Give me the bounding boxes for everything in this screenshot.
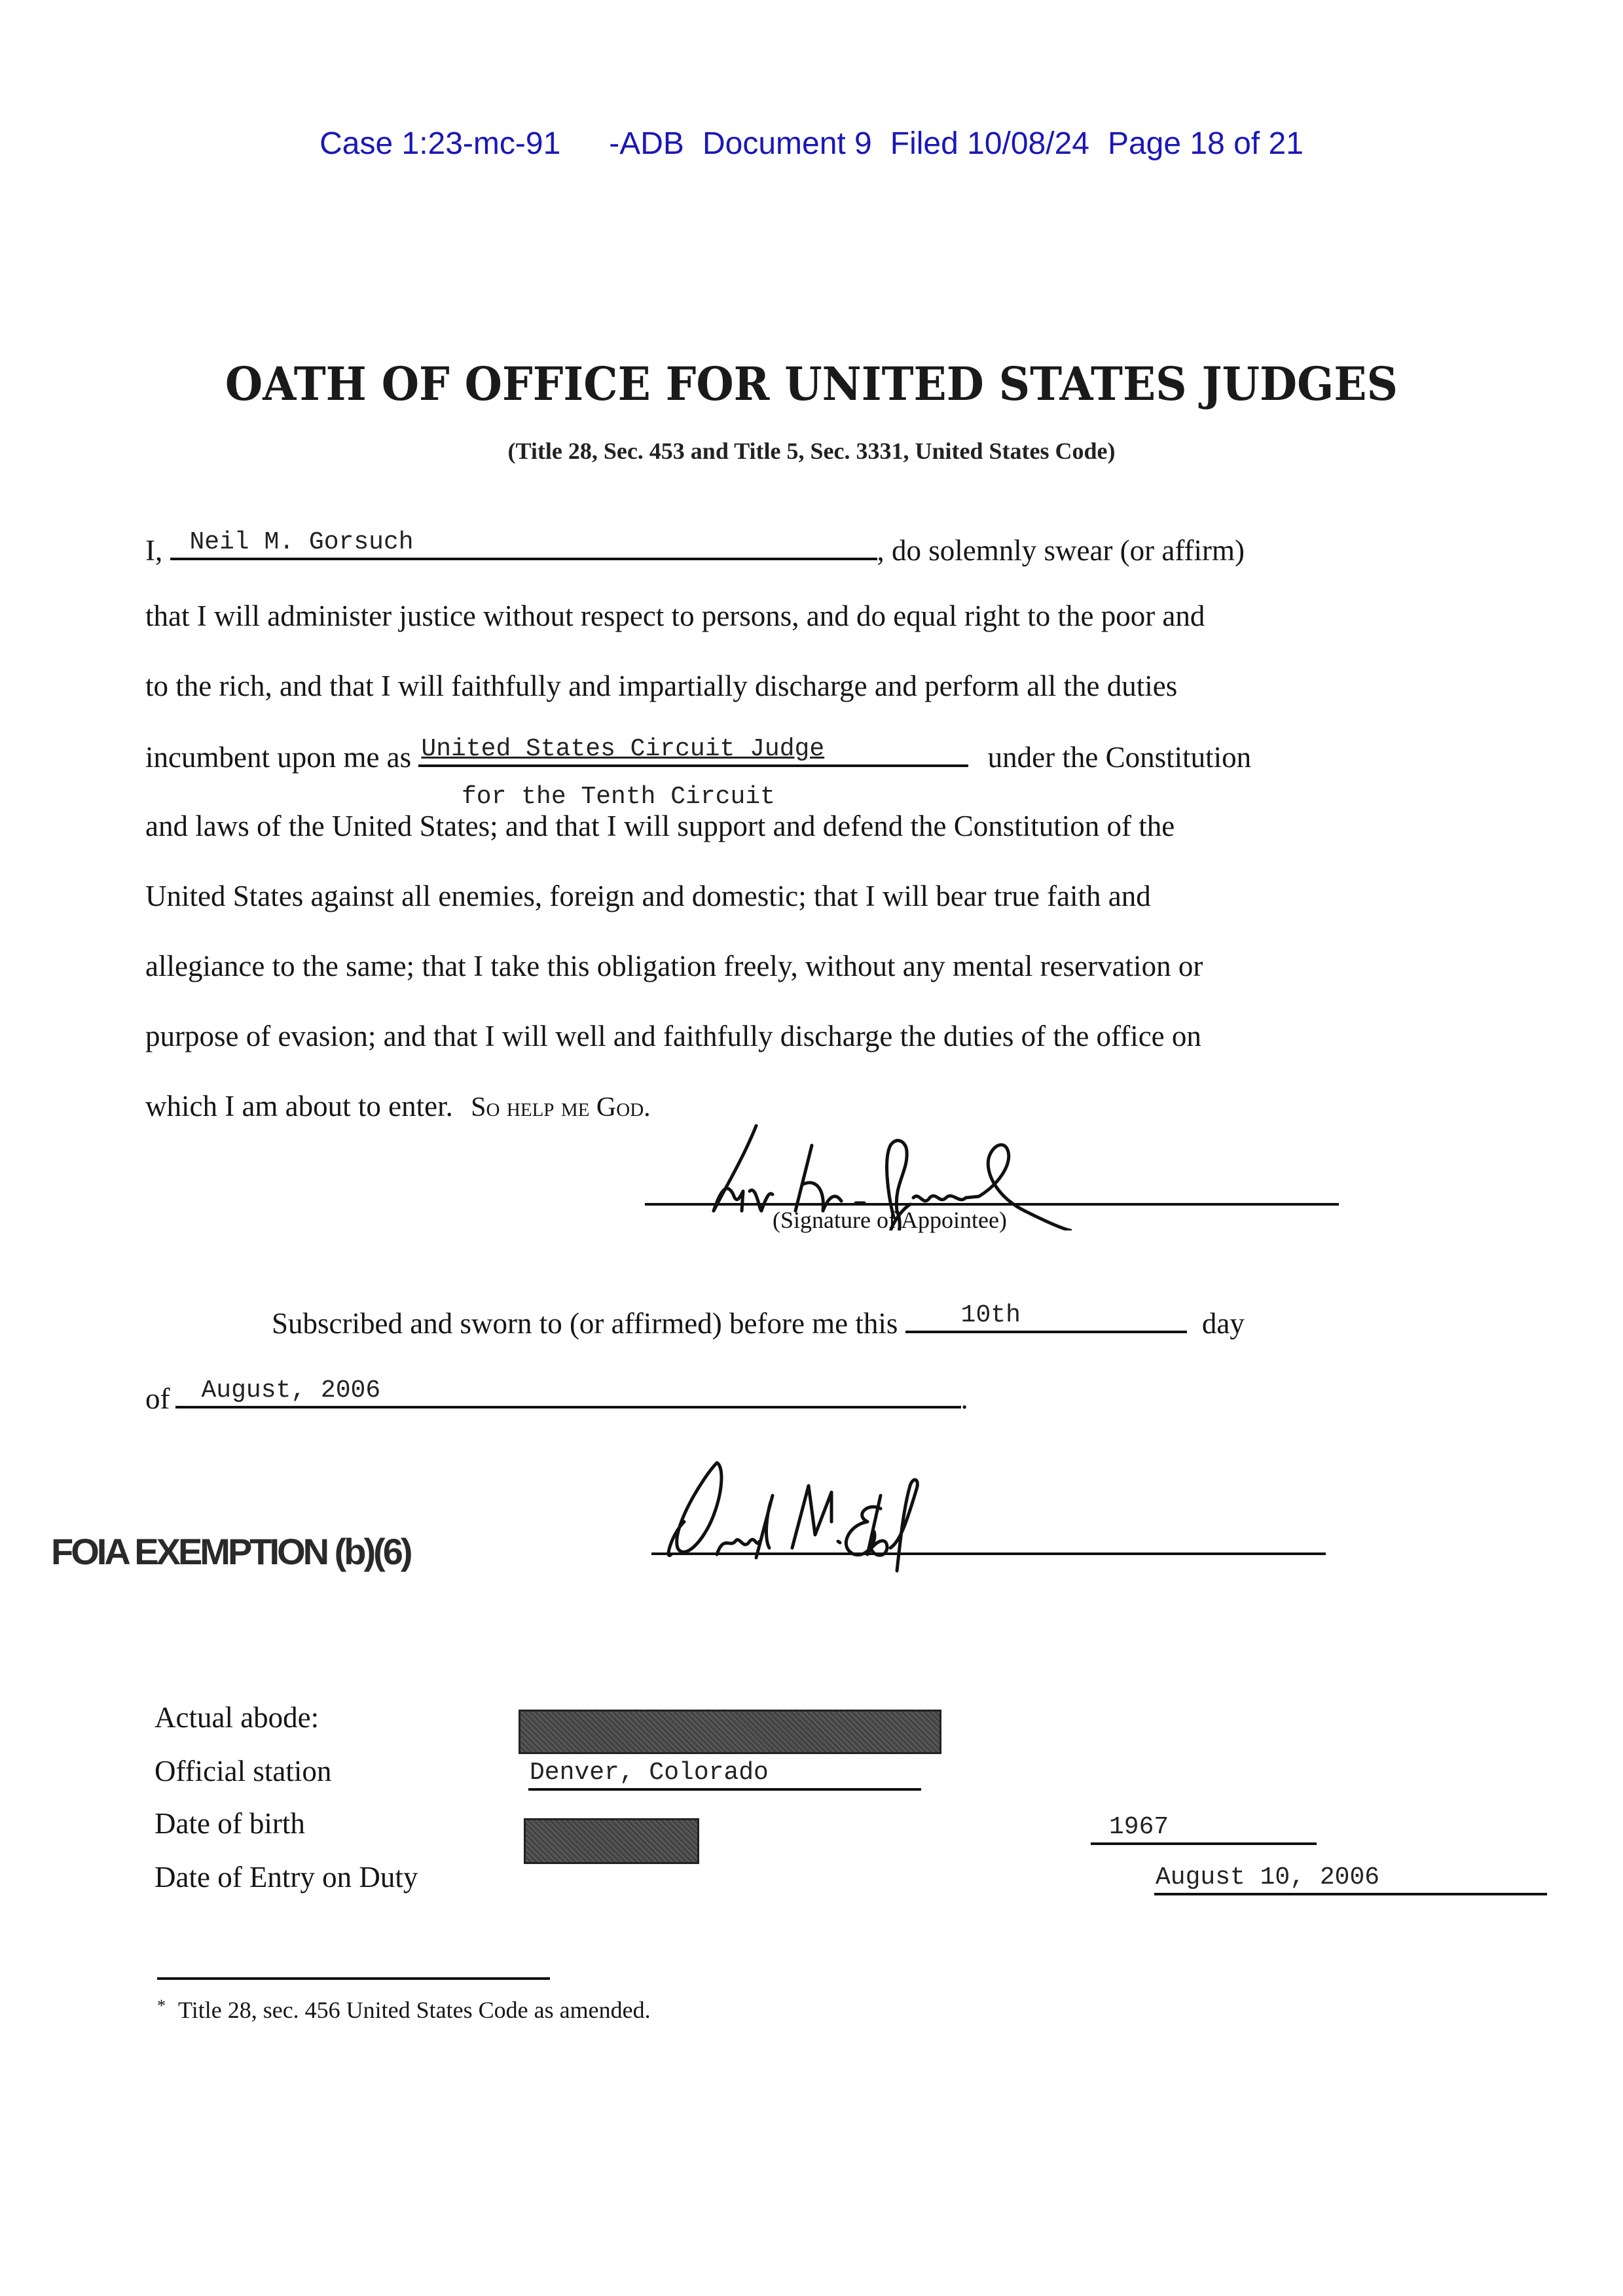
attestation-line-1 xyxy=(272,1301,1463,1340)
oath-line-4 xyxy=(145,735,1337,774)
oath-line-2: that I will administer justice without respect to persons, and do equal right to the poor and xyxy=(145,600,1205,632)
oath-line-9-text: which I am about to enter. xyxy=(145,1090,453,1122)
oath-line-4-prefix: incumbent upon me as xyxy=(145,741,412,774)
administering-signature-graphic xyxy=(651,1450,1326,1581)
appointee-name-value: Neil M. Gorsuch xyxy=(189,528,414,556)
attestation-prefix: Subscribed and sworn to (or affirmed) before me this xyxy=(272,1307,898,1340)
judge-code: -ADB xyxy=(609,126,684,161)
date-of-birth-year-value: 1967 xyxy=(1109,1813,1169,1841)
form-title: OATH OF OFFICE FOR UNITED STATES JUDGES xyxy=(225,357,1398,411)
office-title-continuation: for the Tenth Circuit xyxy=(462,783,775,811)
footnote-text: Title 28, sec. 456 United States Code as amended. xyxy=(178,1997,651,2023)
official-station-field[interactable] xyxy=(528,1759,921,1791)
detail-label-official-station: Official station xyxy=(155,1755,332,1787)
oath-line-3: to the rich, and that I will faithfully and impartially discharge and perform all the duties xyxy=(145,670,1178,702)
oath-line-6: United States against all enemies, foreign and domestic; that I will bear true faith and xyxy=(145,880,1151,912)
signature-caption: (Signature of Appointee) xyxy=(773,1207,1007,1233)
attestation-day-field[interactable] xyxy=(905,1301,1187,1333)
footnote xyxy=(157,1996,651,2024)
attestation-of: of xyxy=(145,1382,170,1415)
attestation-end: . xyxy=(960,1382,968,1415)
redaction-actual-abode xyxy=(519,1710,941,1754)
document-number: Document 9 xyxy=(702,126,872,161)
form-subtitle: (Title 28, Sec. 453 and Title 5, Sec. 3331, United States Code) xyxy=(507,438,1116,464)
attestation-day-suffix: day xyxy=(1201,1307,1245,1340)
detail-label-date-of-birth: Date of birth xyxy=(155,1807,305,1840)
oath-line-5: and laws of the United States; and that I will support and defend the Constitution of the xyxy=(145,810,1175,842)
oath-line-1 xyxy=(145,529,1337,567)
oath-line-4-suffix: under the Constitution xyxy=(987,741,1252,774)
date-of-birth-field[interactable] xyxy=(1091,1815,1317,1845)
attestation-month-year-value: August, 2006 xyxy=(201,1376,381,1405)
detail-label-entry-on-duty: Date of Entry on Duty xyxy=(155,1861,418,1893)
official-station-value: Denver, Colorado xyxy=(530,1759,769,1787)
attestation-line-2 xyxy=(145,1376,1337,1416)
appointee-signature-line xyxy=(645,1203,1339,1206)
oath-prefix: I, xyxy=(145,534,163,567)
attestation-day-value: 10th xyxy=(960,1301,1021,1329)
oath-line-7: allegiance to the same; that I take this obligation freely, without any mental reservation or xyxy=(145,950,1203,982)
administering-officer-signature xyxy=(651,1450,1326,1581)
office-title-value: United States Circuit Judge xyxy=(421,735,825,763)
entry-on-duty-field[interactable] xyxy=(1154,1863,1547,1895)
detail-label-actual-abode: Actual abode: xyxy=(155,1701,319,1734)
page-number: Page 18 of 21 xyxy=(1107,126,1304,161)
office-title-field[interactable] xyxy=(418,735,968,767)
entry-on-duty-value: August 10, 2006 xyxy=(1156,1863,1380,1892)
redaction-date-of-birth xyxy=(524,1818,699,1864)
oath-line-8: purpose of evasion; and that I will well and faithfully discharge the duties of the office on xyxy=(145,1020,1201,1052)
footnote-marker: * xyxy=(157,1996,166,2015)
filing-header xyxy=(0,126,1623,162)
filed-date: Filed 10/08/24 xyxy=(890,126,1089,161)
administering-signature-line xyxy=(651,1552,1326,1555)
attestation-month-year-field[interactable] xyxy=(175,1376,961,1408)
oath-line-1-suffix: , do solemnly swear (or affirm) xyxy=(877,534,1245,567)
foia-exemption-stamp: FOIA EXEMPTION (b)(6) xyxy=(51,1531,410,1572)
footnote-rule xyxy=(157,1977,550,1980)
oath-closing: So help me God. xyxy=(471,1092,651,1122)
appointee-name-field[interactable] xyxy=(170,529,877,560)
case-number: Case 1:23-mc-91 xyxy=(319,126,561,161)
